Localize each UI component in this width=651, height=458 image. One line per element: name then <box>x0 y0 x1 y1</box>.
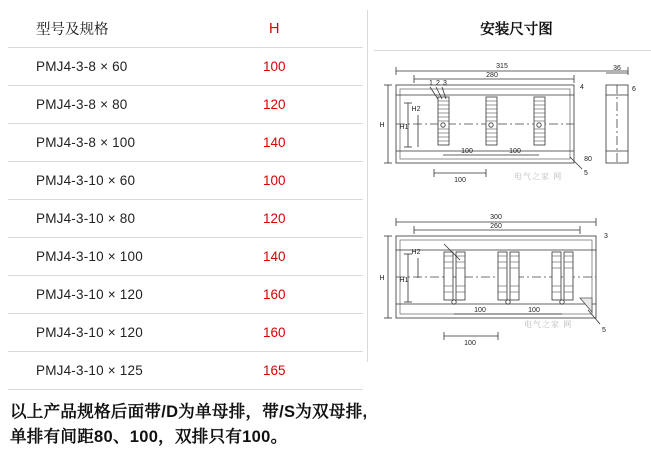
bottom-assembly-drawing <box>374 202 651 357</box>
dim-spacing-2: 100 <box>528 307 540 314</box>
cell-model: PMJ4-3-10 × 80 <box>8 200 186 238</box>
table-row <box>8 124 363 162</box>
note-line-2: 单排有间距80、100，双排只有100。 <box>10 428 288 446</box>
cell-h: 100 <box>186 162 364 200</box>
header-h: H <box>186 10 364 48</box>
dim-H2: H2 <box>411 106 421 113</box>
cell-h: 120 <box>186 86 364 124</box>
table-row <box>8 48 363 86</box>
dim-H: H <box>379 122 385 129</box>
table-header-row <box>8 10 363 48</box>
cell-model: PMJ4-3-10 × 125 <box>8 352 186 390</box>
dim-36: 36 <box>613 65 621 72</box>
table-row <box>8 162 363 200</box>
callout-3: 3 <box>443 80 447 87</box>
cell-model: PMJ4-3-10 × 100 <box>8 238 186 276</box>
spec-table-body <box>8 10 363 390</box>
callout-4: 4 <box>580 84 584 91</box>
spec-table-container <box>8 10 363 378</box>
cell-h: 140 <box>186 124 364 162</box>
watermark-bottom: 电气之家 网 <box>524 320 573 329</box>
table-row <box>8 238 363 276</box>
dim-spacing-1: 100 <box>474 307 486 314</box>
dim-H1: H1 <box>399 277 409 284</box>
dim-H1: H1 <box>399 124 409 131</box>
dim-300: 300 <box>490 214 502 221</box>
cell-model: PMJ4-3-8 × 60 <box>8 48 186 86</box>
footer-note <box>10 400 640 450</box>
callout-1: 1 <box>429 80 433 87</box>
dim-260: 260 <box>490 223 502 230</box>
cell-h: 160 <box>186 276 364 314</box>
callout-5: 5 <box>584 170 588 177</box>
callout-5: 5 <box>602 327 606 334</box>
table-row <box>8 276 363 314</box>
drawing-container <box>368 10 651 368</box>
callout-2: 2 <box>436 80 440 87</box>
cell-h: 120 <box>186 200 364 238</box>
callout-6: 6 <box>632 86 636 93</box>
dim-H2: H2 <box>411 249 421 256</box>
dim-base-width: 100 <box>454 177 466 184</box>
dim-280: 280 <box>486 72 498 79</box>
cell-h: 165 <box>186 352 364 390</box>
main-content <box>8 10 643 378</box>
drawing-title: 安装尺寸图 <box>374 10 651 51</box>
cell-model: PMJ4-3-8 × 100 <box>8 124 186 162</box>
note-line-1: 以上产品规格后面带/D为单母排，带/S为双母排, <box>10 403 368 421</box>
dim-315: 315 <box>496 63 508 70</box>
dim-H: H <box>379 275 385 282</box>
table-row <box>8 86 363 124</box>
dim-base-width: 100 <box>464 340 476 347</box>
drawing-area <box>374 51 651 361</box>
dim-spacing-1: 100 <box>461 148 473 155</box>
cell-model: PMJ4-3-10 × 60 <box>8 162 186 200</box>
watermark-top: 电气之家 网 <box>514 172 563 181</box>
dim-80: 80 <box>584 156 592 163</box>
table-row <box>8 200 363 238</box>
dim-3: 3 <box>604 233 608 240</box>
dim-spacing-2: 100 <box>509 148 521 155</box>
spec-table <box>8 10 363 390</box>
cell-h: 160 <box>186 314 364 352</box>
header-model: 型号及规格 <box>8 10 186 48</box>
cell-h: 100 <box>186 48 364 86</box>
cell-model: PMJ4-3-10 × 120 <box>8 314 186 352</box>
table-row <box>8 352 363 390</box>
top-assembly-drawing <box>374 51 651 196</box>
table-row <box>8 314 363 352</box>
cell-model: PMJ4-3-8 × 80 <box>8 86 186 124</box>
cell-h: 140 <box>186 238 364 276</box>
cell-model: PMJ4-3-10 × 120 <box>8 276 186 314</box>
